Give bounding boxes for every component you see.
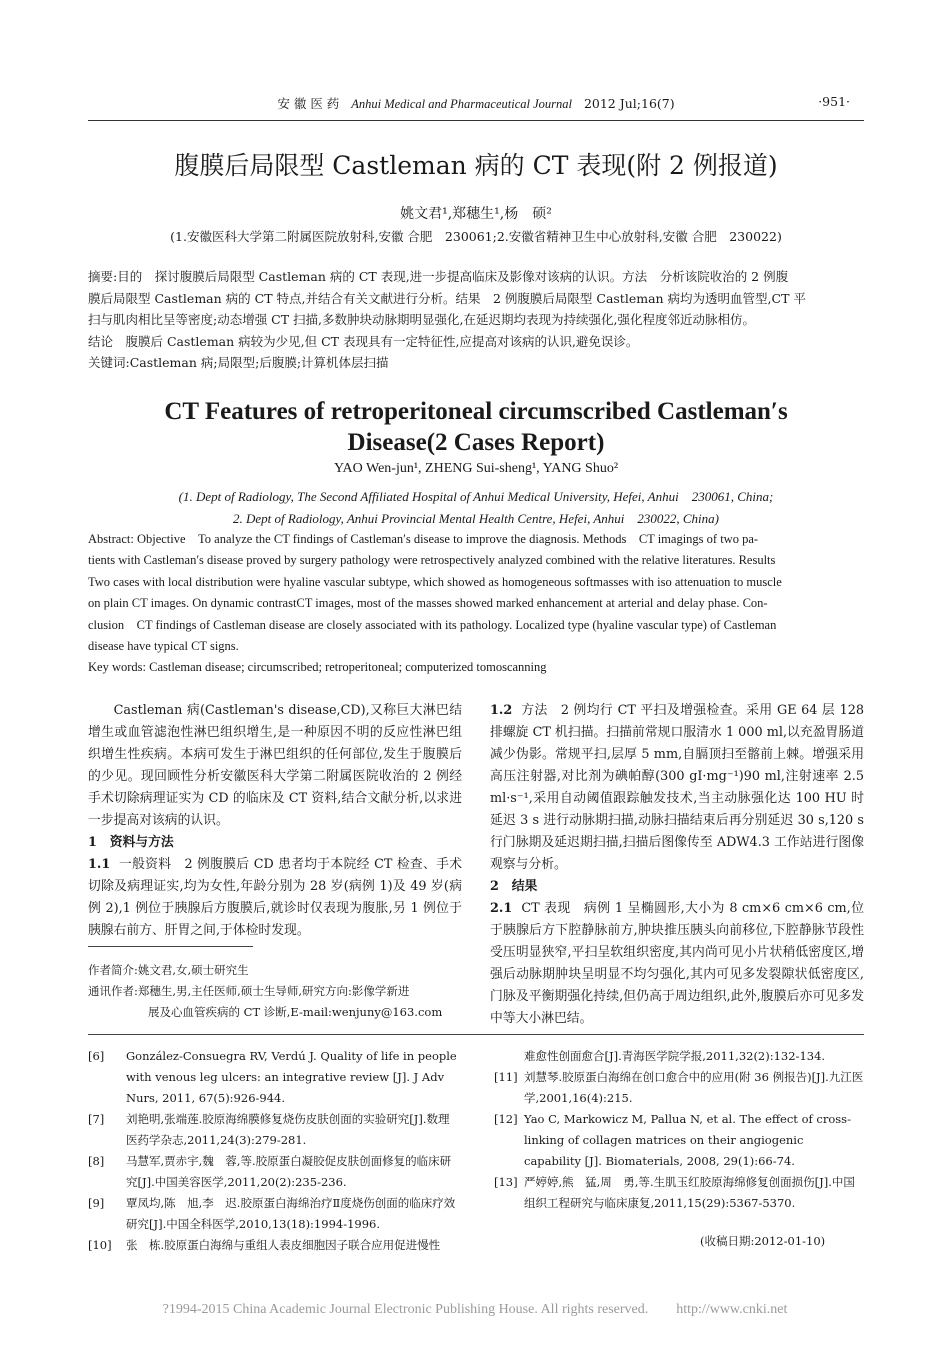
- subsection-paragraph: [490, 700, 864, 876]
- abstract-cn-line: 扫与肌肉相比呈等密度;动态增强 CT 扫描,多数肿块动脉期明显强化,在延迟期均表现为持续强化,强化程度邻近动脉相仿。: [88, 312, 755, 327]
- subsection-number: 1.1: [88, 857, 111, 872]
- reference-text: 马慧军,贾赤宇,魏 蓉,等.胶原蛋白凝胶促皮肤创面修复的临床研究[J].中国美容医学,2011,20(2):235-236.: [126, 1154, 452, 1189]
- reference-item: [494, 1109, 864, 1172]
- authors-cn: 姚文君¹,郑穗生¹,杨 硕²: [400, 206, 552, 222]
- affiliation-en-line: 2. Dept of Radiology, Anhui Provincial Mental Health Centre, Hefei, Anhui 230022, China): [233, 511, 719, 526]
- footnote-rule: [88, 946, 253, 947]
- subsection-text: 方法 2 例均行 CT 平扫及增强检查。采用 GE 64 层 128 排螺旋 CT 机扫描。扫描前常规口服清水 1 000 ml,以充盈胃肠道减少伪影。常规平扫,层厚 5 mm,自膈顶扫至髂前上棘。增强采用高压注射器,对比剂为碘帕醇(300 gI·mg⁻¹)90 ml,注射速率 2.5 ml·s⁻¹,采用自动阈值跟踪触发技术,当主动脉强化达 100 HU 时延迟 3 s 进行动脉期扫描,动脉扫描结束后再分别延迟 30 s,120 s 行门脉期及延迟期扫描,扫描后图像传至 ADW4.3 工作站进行图像观察与分析。: [490, 703, 864, 872]
- reference-number: [6]: [88, 1049, 105, 1063]
- subsection-text: 一般资料 2 例腹膜后 CD 患者均于本院经 CT 检查、手术切除及病理证实,均为女性,年龄分别为 28 岁(病例 1)及 49 岁(病例 2),1 例位于胰腺后方腹膜后,就诊时仅表现为腹胀,另 1 例位于胰腺右前方、肝胃之间,于体检时发现。: [88, 857, 463, 938]
- section-heading: 1 资料与方法: [88, 835, 174, 850]
- reference-number: [10]: [88, 1238, 112, 1252]
- reference-number: [494, 1046, 524, 1067]
- abstract-en-line: disease have typical CT signs.: [88, 639, 239, 654]
- reference-number: [7]: [88, 1112, 105, 1126]
- reference-text: 刘慧琴.胶原蛋白海绵在创口愈合中的应用(附 36 例报告)[J].九江医学,2001,16(4):215.: [524, 1070, 864, 1105]
- subsection-text: CT 表现 病例 1 呈椭圆形,大小为 8 cm×6 cm×6 cm,位于胰腺后方下腔静脉前方,肿块推压胰头向前移位,下腔静脉节段性受压明显狭窄,平扫呈软组织密度,其内尚可见小片状稍低密度区,增强后动脉期肿块呈明显不均匀强化,其内可见多发裂隙状低密度区,门脉及平衡期强化持续,但仍高于周边组织,此外,腹膜后亦可见多发中等大小淋巴结。: [490, 901, 864, 1026]
- abstract-cn-line: 摘要:目的 探讨腹膜后局限型 Castleman 病的 CT 表现,进一步提高临床及影像对该病的认识。方法 分析该院收治的 2 例腹: [88, 269, 789, 284]
- title-en-line: CT Features of retroperitoneal circumscribed Castleman′s: [164, 398, 788, 425]
- header-rule: [88, 120, 864, 121]
- keywords-en: Key words: Castleman disease; circumscribed; retroperitoneal; computerized tomoscanning: [88, 660, 547, 675]
- authors-en: YAO Wen-jun¹, ZHENG Sui-sheng¹, YANG Shuo²: [333, 461, 619, 476]
- reference-number: [13]: [494, 1175, 518, 1189]
- reference-number: [12]: [494, 1112, 518, 1126]
- reference-item: [494, 1172, 864, 1214]
- received-date: (收稿日期:2012-01-10): [700, 1234, 826, 1248]
- subsection-paragraph: [490, 898, 864, 1030]
- reference-number: [11]: [494, 1070, 518, 1084]
- reference-number: [9]: [88, 1196, 105, 1210]
- body-left-column: [88, 700, 462, 942]
- author-intro: 作者简介:姚文君,女,硕士研究生: [88, 963, 249, 977]
- section-heading: 2 结果: [490, 879, 538, 894]
- corresponding-author-cont: 展及心血管疾病的 CT 诊断,E-mail:wenjuny@163.com: [148, 1005, 443, 1019]
- abstract-cn-line: 膜后局限型 Castleman 病的 CT 特点,并结合有关文献进行分析。结果 2 例腹膜后局限型 Castleman 病均为透明血管型,CT 平: [88, 290, 806, 306]
- journal-issue: 2012 Jul;16(7): [583, 96, 675, 111]
- reference-item: [88, 1046, 458, 1109]
- journal-name-en: Anhui Medical and Pharmaceutical Journal: [351, 97, 573, 111]
- abstract-en-line: Abstract: Objective To analyze the CT findings of Castleman′s disease to improve the diagnosis. Methods CT imagings of two pa-: [88, 532, 759, 546]
- reference-text: 难愈性创面愈合[J].青海医学院学报,2011,32(2):132-134.: [524, 1049, 826, 1063]
- reference-text: 张 栋.胶原蛋白海绵与重组人表皮细胞因子联合应用促进慢性: [126, 1238, 441, 1252]
- reference-number: [8]: [88, 1154, 105, 1168]
- abstract-cn: [88, 266, 864, 374]
- footnotes: [88, 960, 468, 1023]
- journal-name-cn: 安 徽 医 药: [277, 96, 340, 111]
- abstract-en: [88, 529, 864, 679]
- body-right-column: [490, 700, 864, 1030]
- intro-paragraph: Castleman 病(Castleman's disease,CD),又称巨大淋巴结增生或血管滤泡性淋巴组织增生,是一种原因不明的反应性淋巴组织增生性疾病。本病可发生于淋巴组织的任何部位,发生于腹膜后的少见。现回顾性分析安徽医科大学第二附属医院收治的 2 例经手术切除病理证实为 CD 的临床及 CT 资料,结合文献分析,以求进一步提高对该病的认识。: [88, 703, 462, 828]
- abstract-cn-line: 结论 腹膜后 Castleman 病较为少见,但 CT 表现具有一定特征性,应提高对该病的认识,避免误诊。: [88, 333, 639, 349]
- subsection-number: 1.2: [490, 703, 513, 718]
- reference-item: [88, 1151, 458, 1193]
- reference-item: [494, 1067, 864, 1109]
- copyright-footer: ?1994-2015 China Academic Journal Electronic Publishing House. All rights reserved. http://www.cnki.net: [162, 1302, 788, 1317]
- references-rule: [88, 1034, 864, 1035]
- reference-item: [88, 1235, 458, 1256]
- reference-item: [494, 1046, 864, 1067]
- abstract-en-line: on plain CT images. On dynamic contrastCT images, most of the masses showed marked enhancement at arterial and delay phase. Con-: [88, 596, 768, 611]
- title-cn: 腹膜后局限型 Castleman 病的 CT 表现(附 2 例报道): [174, 151, 778, 180]
- reference-item: [88, 1109, 458, 1151]
- page-number: ·951·: [818, 94, 850, 109]
- subsection-number: 2.1: [490, 901, 513, 916]
- title-en-line: Disease(2 Cases Report): [347, 429, 605, 456]
- subsection-paragraph: [88, 854, 462, 942]
- running-header: [88, 94, 864, 114]
- reference-item: [88, 1193, 458, 1235]
- reference-text: 刘艳明,张端莲.胶原海绵膜修复烧伤皮肤创面的实验研究[J].数理医药学杂志,2011,24(3):279-281.: [126, 1112, 450, 1147]
- abstract-en-line: tients with Castleman′s disease proved by surgery pathology were retrospectively analyzed combined with the relative literatures. Results: [88, 553, 776, 568]
- reference-text: 覃凤均,陈 旭,李 迟.胶原蛋白海绵治疗Ⅱ度烧伤创面的临床疗效研究[J].中国全科医学,2010,13(18):1994-1996.: [126, 1196, 456, 1231]
- affiliation-en-line: (1. Dept of Radiology, The Second Affiliated Hospital of Anhui Medical University, Hefei, Anhui 230061, China;: [178, 489, 774, 504]
- references-right: [494, 1046, 864, 1214]
- abstract-en-line: clusion CT findings of Castleman disease are closely associated with its pathology. Localized type (hyaline vascular type) of Castleman: [88, 617, 777, 632]
- abstract-en-line: Two cases with local distribution were hyaline vascular subtype, which showed as homogeneous softmasses with iso attenuation to muscle: [88, 574, 782, 589]
- journal-line: [88, 94, 864, 112]
- corresponding-author: 通讯作者:郑穗生,男,主任医师,硕士生导师,研究方向:影像学新进: [88, 984, 410, 998]
- reference-text: González-Consuegra RV, Verdú J. Quality of life in people with venous leg ulcers: an integrative review [J]. J Adv Nurs, 2011, 67(5):926-944.: [126, 1049, 457, 1105]
- reference-text: 严婷婷,熊 猛,周 勇,等.生肌玉红胶原海绵修复创面损伤[J].中国组织工程研究与临床康复,2011,15(29):5367-5370.: [524, 1175, 855, 1210]
- title-en: [88, 396, 864, 458]
- keywords-cn: 关键词:Castleman 病;局限型;后腹膜;计算机体层扫描: [88, 355, 389, 370]
- affiliation-cn: (1.安徽医科大学第二附属医院放射科,安徽 合肥 230061;2.安徽省精神卫生中心放射科,安徽 合肥 230022): [170, 229, 782, 244]
- references-left: [88, 1046, 458, 1256]
- reference-text: Yao C, Markowicz M, Pallua N, et al. The effect of cross-linking of collagen matrices on their angiogenic capability [J]. Biomaterials, 2008, 29(1):66-74.: [524, 1112, 851, 1168]
